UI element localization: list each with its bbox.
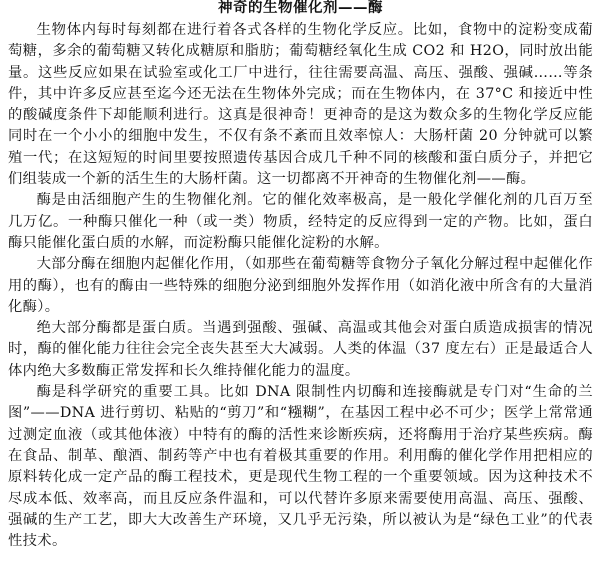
paragraph-3: 大部分酶在细胞内起催化作用，（如那些在葡萄糖等食物分子氧化分解过程中起催化作用的酶），也有的酶由一些特殊的细胞分泌到细胞外发挥作用（如消化液中所含有的大量消化酶）。 (8, 256, 593, 315)
paragraph-1: 生物体内每时每刻都在进行着各式各样的生物化学反应。比如，食物中的淀粉变成葡萄糖，多余的葡萄糖又转化成糖原和脂肪；葡萄糖经氧化生成 CO2 和 H2O，同时放出能量。这些反应如果在试验室或化工厂中进行，往往需要高温、高压、强酸、强碱……等条件，其中许多反应甚至迄今还无法在生物体外完成；而在生物体内，在 37°C 和接近中性的酸碱度条件下却能顺利进行。这真是很神奇！更神奇的是这为数众多的生物化学反应能同时在一个小小的细胞中发生，不仅有条不紊而且效率惊人：大肠杆菌 20 分钟就可以繁殖一代；在这短短的时间里要按照遗传基因合成几千种不同的核酸和蛋白质分子，并把它们组装成一个新的活生生的大肠杆菌。这一切都离不开神奇的生物催化剂——酶。 (8, 22, 593, 188)
paragraph-5: 酶是科学研究的重要工具。比如 DNA 限制性内切酶和连接酶就是专门对“生命的兰图”——DNA 进行剪切、粘贴的“剪刀”和“糨糊”，在基因工程中必不可少；医学上常常通过测定血液（或其他体液）中特有的酶的活性来诊断疾病，还将酶用于治疗某些疾病。酶在食品、制革、酿酒、制药等产中也有着极其重要的作用。利用酶的催化学作用把相应的原料转化成一定产品的酶工程技术，更是现代生物工程的一个重要领域。因为这种技术不尽成本低、效率高，而且反应条件温和，可以代替许多原来需要使用高温、高压、强酸、强碱的生产工艺，即大大改善生产环境，又几乎无污染，所以被认为是“绿色工业”的代表性技术。 (8, 384, 593, 550)
paragraph-2: 酶是由活细胞产生的生物催化剂。它的催化效率极高，是一般化学催化剂的几百万至几万亿。一种酶只催化一种（或一类）物质，经特定的反应得到一定的产物。比如，蛋白酶只能催化蛋白质的水解，而淀粉酶只能催化淀粉的水解。 (8, 192, 593, 251)
paragraph-4: 绝大部分酶都是蛋白质。当遇到强酸、强碱、高温或其他会对蛋白质造成损害的情况时，酶的催化能力往往会完全丧失甚至大大减弱。人类的体温（37 度左右）正是最适合人体内绝大多数酶正常发挥和长久维持催化能力的温度。 (8, 320, 593, 379)
document-title: 神奇的生物催化剂——酶 (218, 0, 383, 16)
